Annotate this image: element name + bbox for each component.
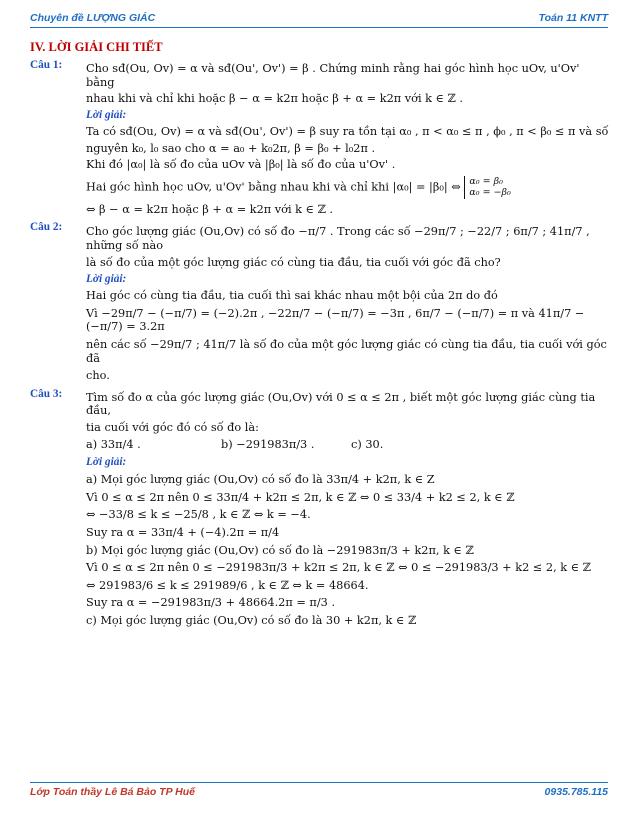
section-title: IV. LỜI GIẢI CHI TIẾT (30, 40, 163, 54)
question-text: Cho góc lượng giác (Ou,Ov) có số đo −π/7 . Trong các số −29π/7 ; −22/7 ; 6π/7 ; 41π/7 , những số nào (86, 225, 590, 252)
solution-line: Suy ra α = −291983π/3 + 48664.2π = π/3 . (86, 596, 336, 610)
question-number: Câu 2: (30, 221, 63, 234)
footer-teacher: Lớp Toán thầy Lê Bá Bảo TP Huế (30, 786, 195, 798)
solution-label: Lời giải: (86, 272, 127, 285)
solution-line: c) Mọi góc lượng giác (Ou,Ov) có số đo là 30 + k2π, k ∈ ℤ (86, 613, 417, 627)
solution-line: ⇔ 291983/6 ≤ k ≤ 291989/6 , k ∈ ℤ ⇔ k = 48664. (86, 578, 369, 592)
question-text: Cho sđ(Ou, Ov) = α và sđ(Ou', Ov') = β . Chứng minh rằng hai góc hình học uOv, u'Ov' bằng (86, 62, 580, 89)
option-a: a) 33π/4 . (86, 438, 141, 452)
solution-text: Hai góc hình học uOv, u'Ov' bằng nhau khi và chỉ khi |α₀| = |β₀| ⇔ (86, 180, 461, 194)
option-b: b) −291983π/3 . (221, 438, 315, 452)
solution-line: Vì −29π/7 − (−π/7) = (−2).2π , −22π/7 − (−π/7) = −3π , 6π/7 − (−π/7) = π và 41π/7 − (−π/7) = 3.2π (86, 306, 585, 334)
document-body (30, 40, 610, 632)
solution-line: Hai góc có cùng tia đầu, tia cuối thì sai khác nhau một bội của 2π do đó (86, 289, 498, 303)
solution-line: a) Mọi góc lượng giác (Ou,Ov) có số đo là 33π/4 + k2π, k ∈ Z (86, 473, 435, 487)
solution-line: Vì 0 ≤ α ≤ 2π nên 0 ≤ −291983π/3 + k2π ≤ 2π, k ∈ ℤ ⇔ 0 ≤ −291983/3 + k2 ≤ 2, k ∈ ℤ (86, 561, 591, 575)
question-2 (30, 221, 610, 385)
solution-line: Vì 0 ≤ α ≤ 2π nên 0 ≤ 33π/4 + k2π ≤ 2π, k ∈ ℤ ⇔ 0 ≤ 33/4 + k2 ≤ 2, k ∈ ℤ (86, 490, 515, 504)
system-row: α₀ = −β₀ (469, 187, 511, 199)
question-text: Tìm số đo α của góc lượng giác (Ou,Ov) với 0 ≤ α ≤ 2π , biết một góc lượng giác cùng tia đầu, (86, 390, 596, 418)
page-footer (30, 782, 608, 798)
solution-line: nên các số −29π/7 ; 41π/7 là số đo của một góc lượng giác có cùng tia đầu, tia cuối với góc đã (86, 337, 607, 365)
solution-line: ⇔ −33/8 ≤ k ≤ −25/8 , k ∈ ℤ ⇔ k = −4. (86, 508, 311, 522)
solution-line: nguyên k₀, l₀ sao cho α = a₀ + k₀2π, β = β₀ + l₀2π . (86, 141, 376, 155)
solution-line: b) Mọi góc lượng giác (Ou,Ov) có số đo là −291983π/3 + k2π, k ∈ ℤ (86, 543, 474, 557)
solution-line: Suy ra α = 33π/4 + (−4).2π = π/4 (86, 526, 280, 539)
question-3 (30, 388, 610, 631)
solution-line: cho. (86, 369, 110, 383)
solution-line: Khi đó |α₀| là số đo của uOv và |β₀| là số đo của u'Ov' . (86, 158, 396, 172)
page-header (30, 12, 608, 28)
question-text: nhau khi và chỉ khi hoặc β − α = k2π hoặc β + α = k2π với k ∈ ℤ . (86, 92, 463, 106)
equation-system (464, 176, 510, 199)
solution-label: Lời giải: (86, 108, 127, 121)
question-text: tia cuối với góc đó có số đo là: (86, 420, 259, 434)
solution-line (86, 176, 610, 199)
solution-line: ⇔ β − α = k2π hoặc β + α = k2π với k ∈ ℤ . (86, 202, 333, 216)
solution-line: Ta có sđ(Ou, Ov) = α và sđ(Ou', Ov') = β suy ra tồn tại α₀ , π < α₀ ≤ π , ϕ₀ , π < β₀ ≤ π và số (86, 125, 609, 139)
option-c: c) 30. (351, 438, 384, 452)
header-course: Toán 11 KNTT (538, 12, 608, 24)
question-number: Câu 1: (30, 59, 63, 71)
question-number: Câu 3: (30, 387, 63, 400)
answer-options (86, 438, 610, 452)
system-row: α₀ = β₀ (469, 175, 503, 187)
question-1 (30, 59, 610, 219)
footer-phone: 0935.785.115 (544, 786, 608, 798)
solution-label: Lời giải: (86, 455, 127, 468)
question-text: là số đo của một góc lượng giác có cùng tia đầu, tia cuối với góc đã cho? (86, 256, 501, 270)
header-topic: Chuyên đề LƯỢNG GIÁC (30, 12, 156, 24)
